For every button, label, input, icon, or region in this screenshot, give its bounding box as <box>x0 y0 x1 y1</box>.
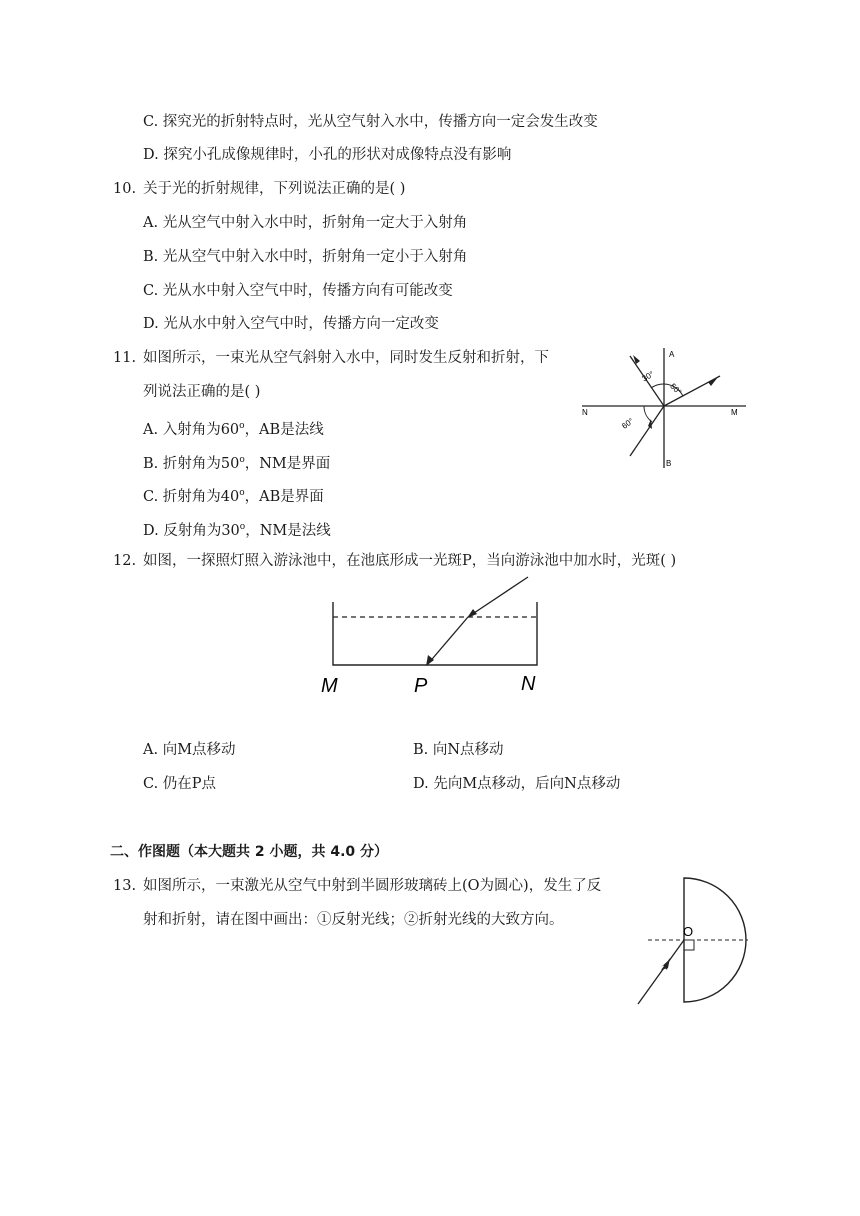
q11-angle-50: 50° <box>668 381 684 397</box>
q10-option-a: A. 光从空气中射入水中时，折射角一定大于入射角 <box>143 215 468 231</box>
q11-stem-line2: 列说法正确的是( ) <box>143 384 261 400</box>
q11-angle-60: 60° <box>620 416 636 431</box>
q10-stem: 关于光的折射规律，下列说法正确的是( ) <box>143 181 406 197</box>
q10-option-c: C. 光从水中射入空气中时，传播方向有可能改变 <box>143 283 453 299</box>
q13-semicircle-diagram <box>632 872 752 1012</box>
q12-label-m: M <box>321 675 338 697</box>
q11-refraction-diagram <box>578 344 750 472</box>
q13-stem-line1: 如图所示，一束激光从空气中射到半圆形玻璃砖上(O为圆心)，发生了反 <box>143 878 602 894</box>
q11-label-b: B <box>666 459 672 468</box>
q10-option-b: B. 光从空气中射入水中时，折射角一定小于入射角 <box>143 249 468 265</box>
q10-number: 10. <box>113 181 137 197</box>
q11-option-d: D. 反射角为30$^o$，NM是法线 <box>143 522 331 539</box>
q11-stem-line1: 如图所示，一束光从空气斜射入水中，同时发生反射和折射，下 <box>143 350 549 366</box>
q11-option-a: A. 入射角为60$^o$，AB是法线 <box>143 421 324 438</box>
q12-option-d: D. 先向M点移动，后向N点移动 <box>413 776 621 792</box>
q9-option-d: D. 探究小孔成像规律时，小孔的形状对成像特点没有影响 <box>143 147 512 163</box>
q11-label-n: N <box>582 408 588 417</box>
q13-stem-line2: 射和折射，请在图中画出：①反射光线；②折射光线的大致方向。 <box>143 912 564 928</box>
q12-stem: 如图，一探照灯照入游泳池中，在池底形成一光斑P，当向游泳池中加水时，光斑( ) <box>143 553 677 569</box>
q12-option-a: A. 向M点移动 <box>143 742 236 758</box>
q11-option-c: C. 折射角为40$^o$，AB是界面 <box>143 488 324 505</box>
q11-angle-30: 30° <box>640 369 656 384</box>
q12-pool-diagram <box>315 572 555 702</box>
q12-option-b: B. 向N点移动 <box>413 742 504 758</box>
q13-number: 13. <box>113 878 137 894</box>
q12-label-n: N <box>521 673 536 695</box>
q12-option-c: C. 仍在P点 <box>143 776 217 792</box>
q11-option-b: B. 折射角为50$^o$，NM是界面 <box>143 455 331 472</box>
q11-number: 11. <box>113 350 137 366</box>
section-heading: 二、作图题（本大题共 2 小题，共 4.0 分） <box>110 844 389 860</box>
q12-number: 12. <box>113 553 137 569</box>
q9-option-c: C. 探究光的折射特点时，光从空气射入水中，传播方向一定会发生改变 <box>143 114 598 130</box>
q13-label-o: O <box>683 924 694 939</box>
q11-label-m: M <box>731 408 738 417</box>
q11-label-a: A <box>669 350 675 359</box>
q12-label-p: P <box>414 675 428 697</box>
q10-option-d: D. 光从水中射入空气中时，传播方向一定改变 <box>143 316 439 332</box>
